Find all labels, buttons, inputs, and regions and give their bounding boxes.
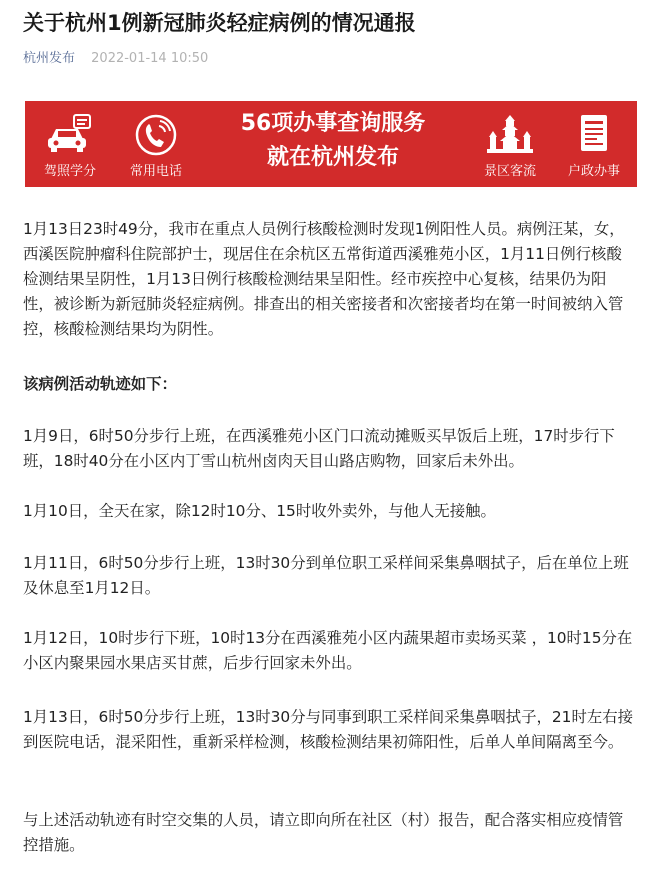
banner-item-label: 景区客流 [483, 164, 536, 179]
banner-item-label: 常用电话 [129, 164, 182, 179]
pagoda-icon [485, 113, 535, 159]
paragraph-text: 1月12日，10时步行下班，10时13分在西溪雅苑小区内蔬果超市卖场买菜 ，10时15分在小区内聚果园水果店买甘蔗，后步行回家未外出。 [23, 629, 633, 672]
paragraph-text: 1月13日23时49分，我市在重点人员例行核酸检测时发现1例阳性人员。病例汪某，女，西溪医院肿瘤科住院部护士，现居住在余杭区五常街道西溪雅苑小区，1月11日例行核酸检测结果呈阴性，1月13日例行核酸检测结果呈阳性。经市疾控中心复核，结果仍为阳性，被诊断为新冠肺炎轻症病例。排查出的相关密接者和次密接者均在第一时间被纳入管控，核酸检测结果均为阴性。 [23, 220, 625, 338]
paragraph-text: 与上述活动轨迹有时空交集的人员，请立即向所在社区（村）报告，配合落实相应疫情管控措施。 [23, 811, 624, 854]
paragraph [23, 424, 635, 474]
service-banner[interactable] [25, 101, 637, 187]
paragraph [23, 551, 635, 601]
section-heading [23, 372, 635, 397]
paragraph-text: 1月9日，6时50分步行上班，在西溪雅苑小区门口流动摊贩买早饭后上班，17时步行下班，18时40分在小区内丁雪山杭州卤肉天目山路店购物，回家后未外出。 [23, 427, 615, 470]
paragraph [23, 217, 635, 342]
banner-item-label: 驾照学分 [43, 164, 96, 179]
banner-headline-line2: 就在杭州发布 [266, 145, 399, 170]
paragraph [23, 808, 635, 858]
banner-headline [201, 101, 465, 187]
publish-date: 2022-01-14 10:50 [91, 51, 209, 66]
banner-headline-line1: 56项办事查询服务 [240, 111, 426, 136]
section-heading-text: 该病例活动轨迹如下： [23, 375, 177, 393]
banner-item-scenic-traffic[interactable] [469, 101, 551, 187]
paragraph [23, 499, 635, 524]
paragraph-text: 1月11日，6时50分步行上班，13时30分到单位职工采样间采集鼻咽拭子，后在单位上班及休息至1月12日。 [23, 554, 629, 597]
banner-item-phone[interactable] [115, 101, 197, 187]
article-title: 关于杭州1例新冠肺炎轻症病例的情况通报 [23, 11, 416, 35]
booklet-icon [576, 113, 612, 159]
banner-item-driving-points[interactable] [29, 101, 111, 187]
phone-icon [134, 113, 178, 161]
article-meta [23, 50, 208, 68]
source-link[interactable]: 杭州发布 [23, 51, 76, 66]
paragraph-text: 1月10日，全天在家，除12时10分、15时收外卖外，与他人无接触。 [23, 502, 496, 520]
banner-item-label: 户政办事 [567, 164, 620, 179]
car-icon [45, 113, 95, 157]
paragraph [23, 626, 635, 676]
paragraph-text: 1月13日，6时50分步行上班，13时30分与同事到职工采样间采集鼻咽拭子，21时左右接到医院电话，混采阳性，重新采样检测，核酸检测结果初筛阳性，后单人单间隔离至今。 [23, 708, 634, 751]
paragraph [23, 705, 635, 755]
banner-item-household[interactable] [555, 101, 633, 187]
